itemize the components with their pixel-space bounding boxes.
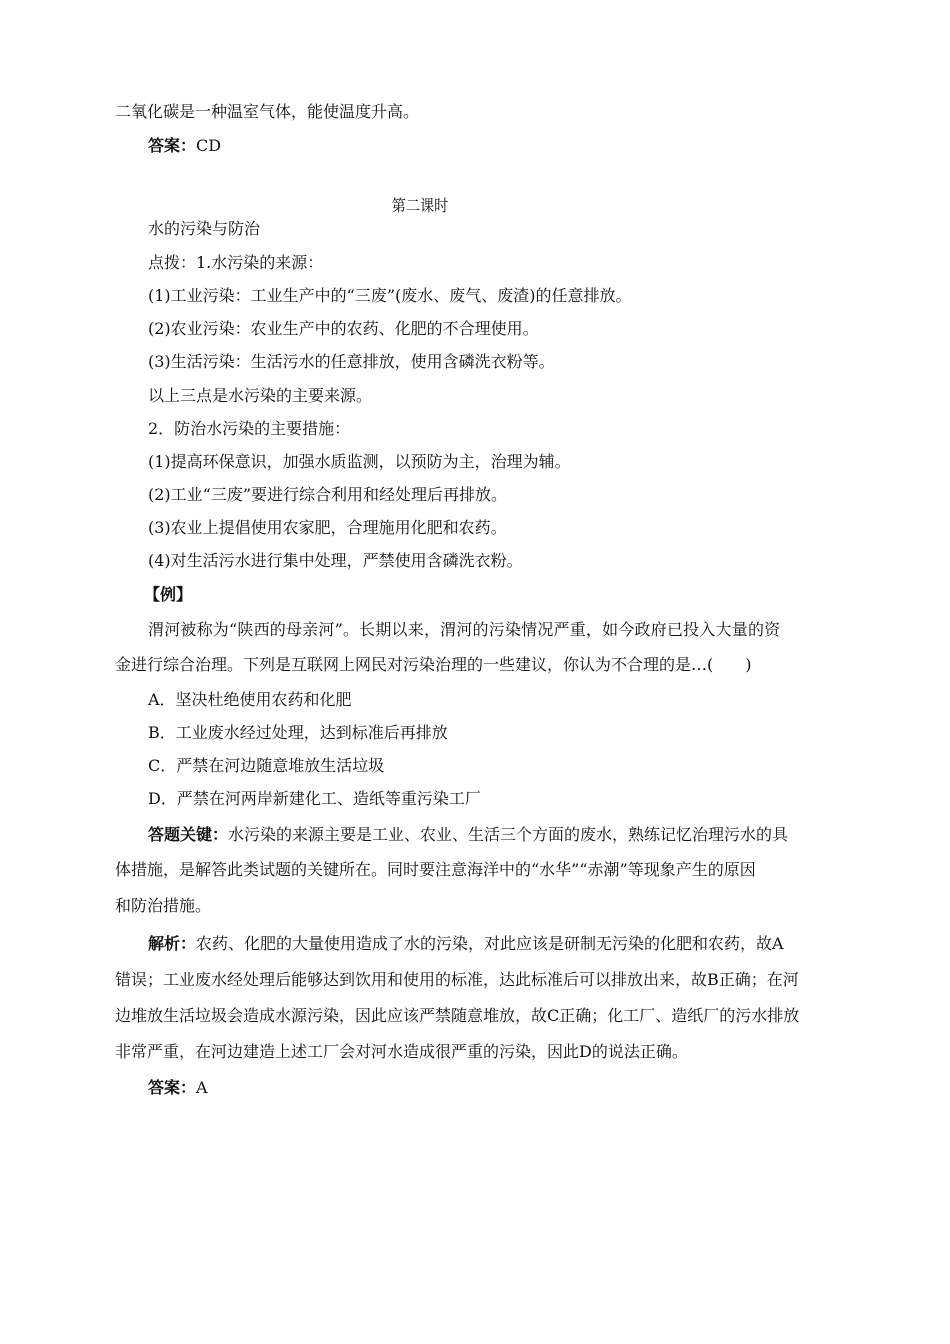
source-item: (1)工业污染：工业生产中的“三废”(废水、废气、废渣)的任意排放。 [148,286,632,305]
source-item: (3)生活污染：生活污水的任意排放，使用含磷洗衣粉等。 [148,352,555,371]
analysis-paragraph-line: 边堆放生活垃圾会造成水源污染，因此应该严禁随意堆放，故C正确；化工厂、造纸厂的污水排放 [115,1006,800,1025]
answer-2 [148,1078,208,1098]
measure-item: (3)农业上提倡使用农家肥，合理施用化肥和农药。 [148,518,507,537]
example-tag: 【例】 [144,585,193,604]
answer-value: A [196,1078,208,1097]
key-paragraph-line: 和防治措施。 [115,896,212,915]
option-c: C．严禁在河边随意堆放生活垃圾 [148,756,385,775]
answer-1 [148,136,221,156]
answer-label: 答案： [148,1078,197,1097]
section-title: 第二课时 [391,196,449,215]
analysis-paragraph-line [148,934,784,954]
key-paragraph-line [148,825,788,845]
answer-label: 答案： [148,136,197,155]
analysis-paragraph-line: 错误；工业废水经处理后能够达到饮用和使用的标准，达此标准后可以排放出来，故B正确；在河 [115,970,799,989]
question-line: 渭河被称为“陕西的母亲河”。长期以来，渭河的污染情况严重，如今政府已投入大量的资 [148,620,781,639]
tip-heading: 点拨：1.水污染的来源： [148,253,324,272]
measure-item: (4)对生活污水进行集中处理，严禁使用含磷洗衣粉。 [148,551,523,570]
option-b: B．工业废水经过处理，达到标准后再排放 [148,723,448,742]
key-paragraph-line: 体措施，是解答此类试题的关键所在。同时要注意海洋中的“水华”“赤潮”等现象产生的原因 [115,860,756,879]
intro-tail-text: 二氧化碳是一种温室气体，能使温度升高。 [115,102,420,121]
analysis-paragraph-line: 非常严重，在河边建造上述工厂会对河水造成很严重的污染，因此D的说法正确。 [115,1042,688,1061]
option-a: A．坚决杜绝使用农药和化肥 [148,690,352,709]
source-item: (2)农业污染：农业生产中的农药、化肥的不合理使用。 [148,319,539,338]
measure-item: (2)工业“三废”要进行综合利用和经处理后再排放。 [148,485,508,504]
key-label: 答题关键： [148,825,229,844]
analysis-text: 农药、化肥的大量使用造成了水的污染，对此应该是研制无污染的化肥和农药，故A [196,934,784,953]
question-line: 金进行综合治理。下列是互联网上网民对污染治理的一些建议，你认为不合理的是…( ) [115,655,752,674]
key-text: 水污染的来源主要是工业、农业、生活三个方面的废水，熟练记忆治理污水的具 [228,825,789,844]
topic-heading: 水的污染与防治 [148,219,261,238]
option-d: D．严禁在河两岸新建化工、造纸等重污染工厂 [148,789,481,808]
analysis-label: 解析： [148,934,197,953]
measure-item: (1)提高环保意识，加强水质监测，以预防为主，治理为辅。 [148,452,571,471]
sources-summary: 以上三点是水污染的主要来源。 [148,386,373,405]
answer-value: CD [196,136,222,155]
measures-heading: 2．防治水污染的主要措施： [148,419,351,438]
